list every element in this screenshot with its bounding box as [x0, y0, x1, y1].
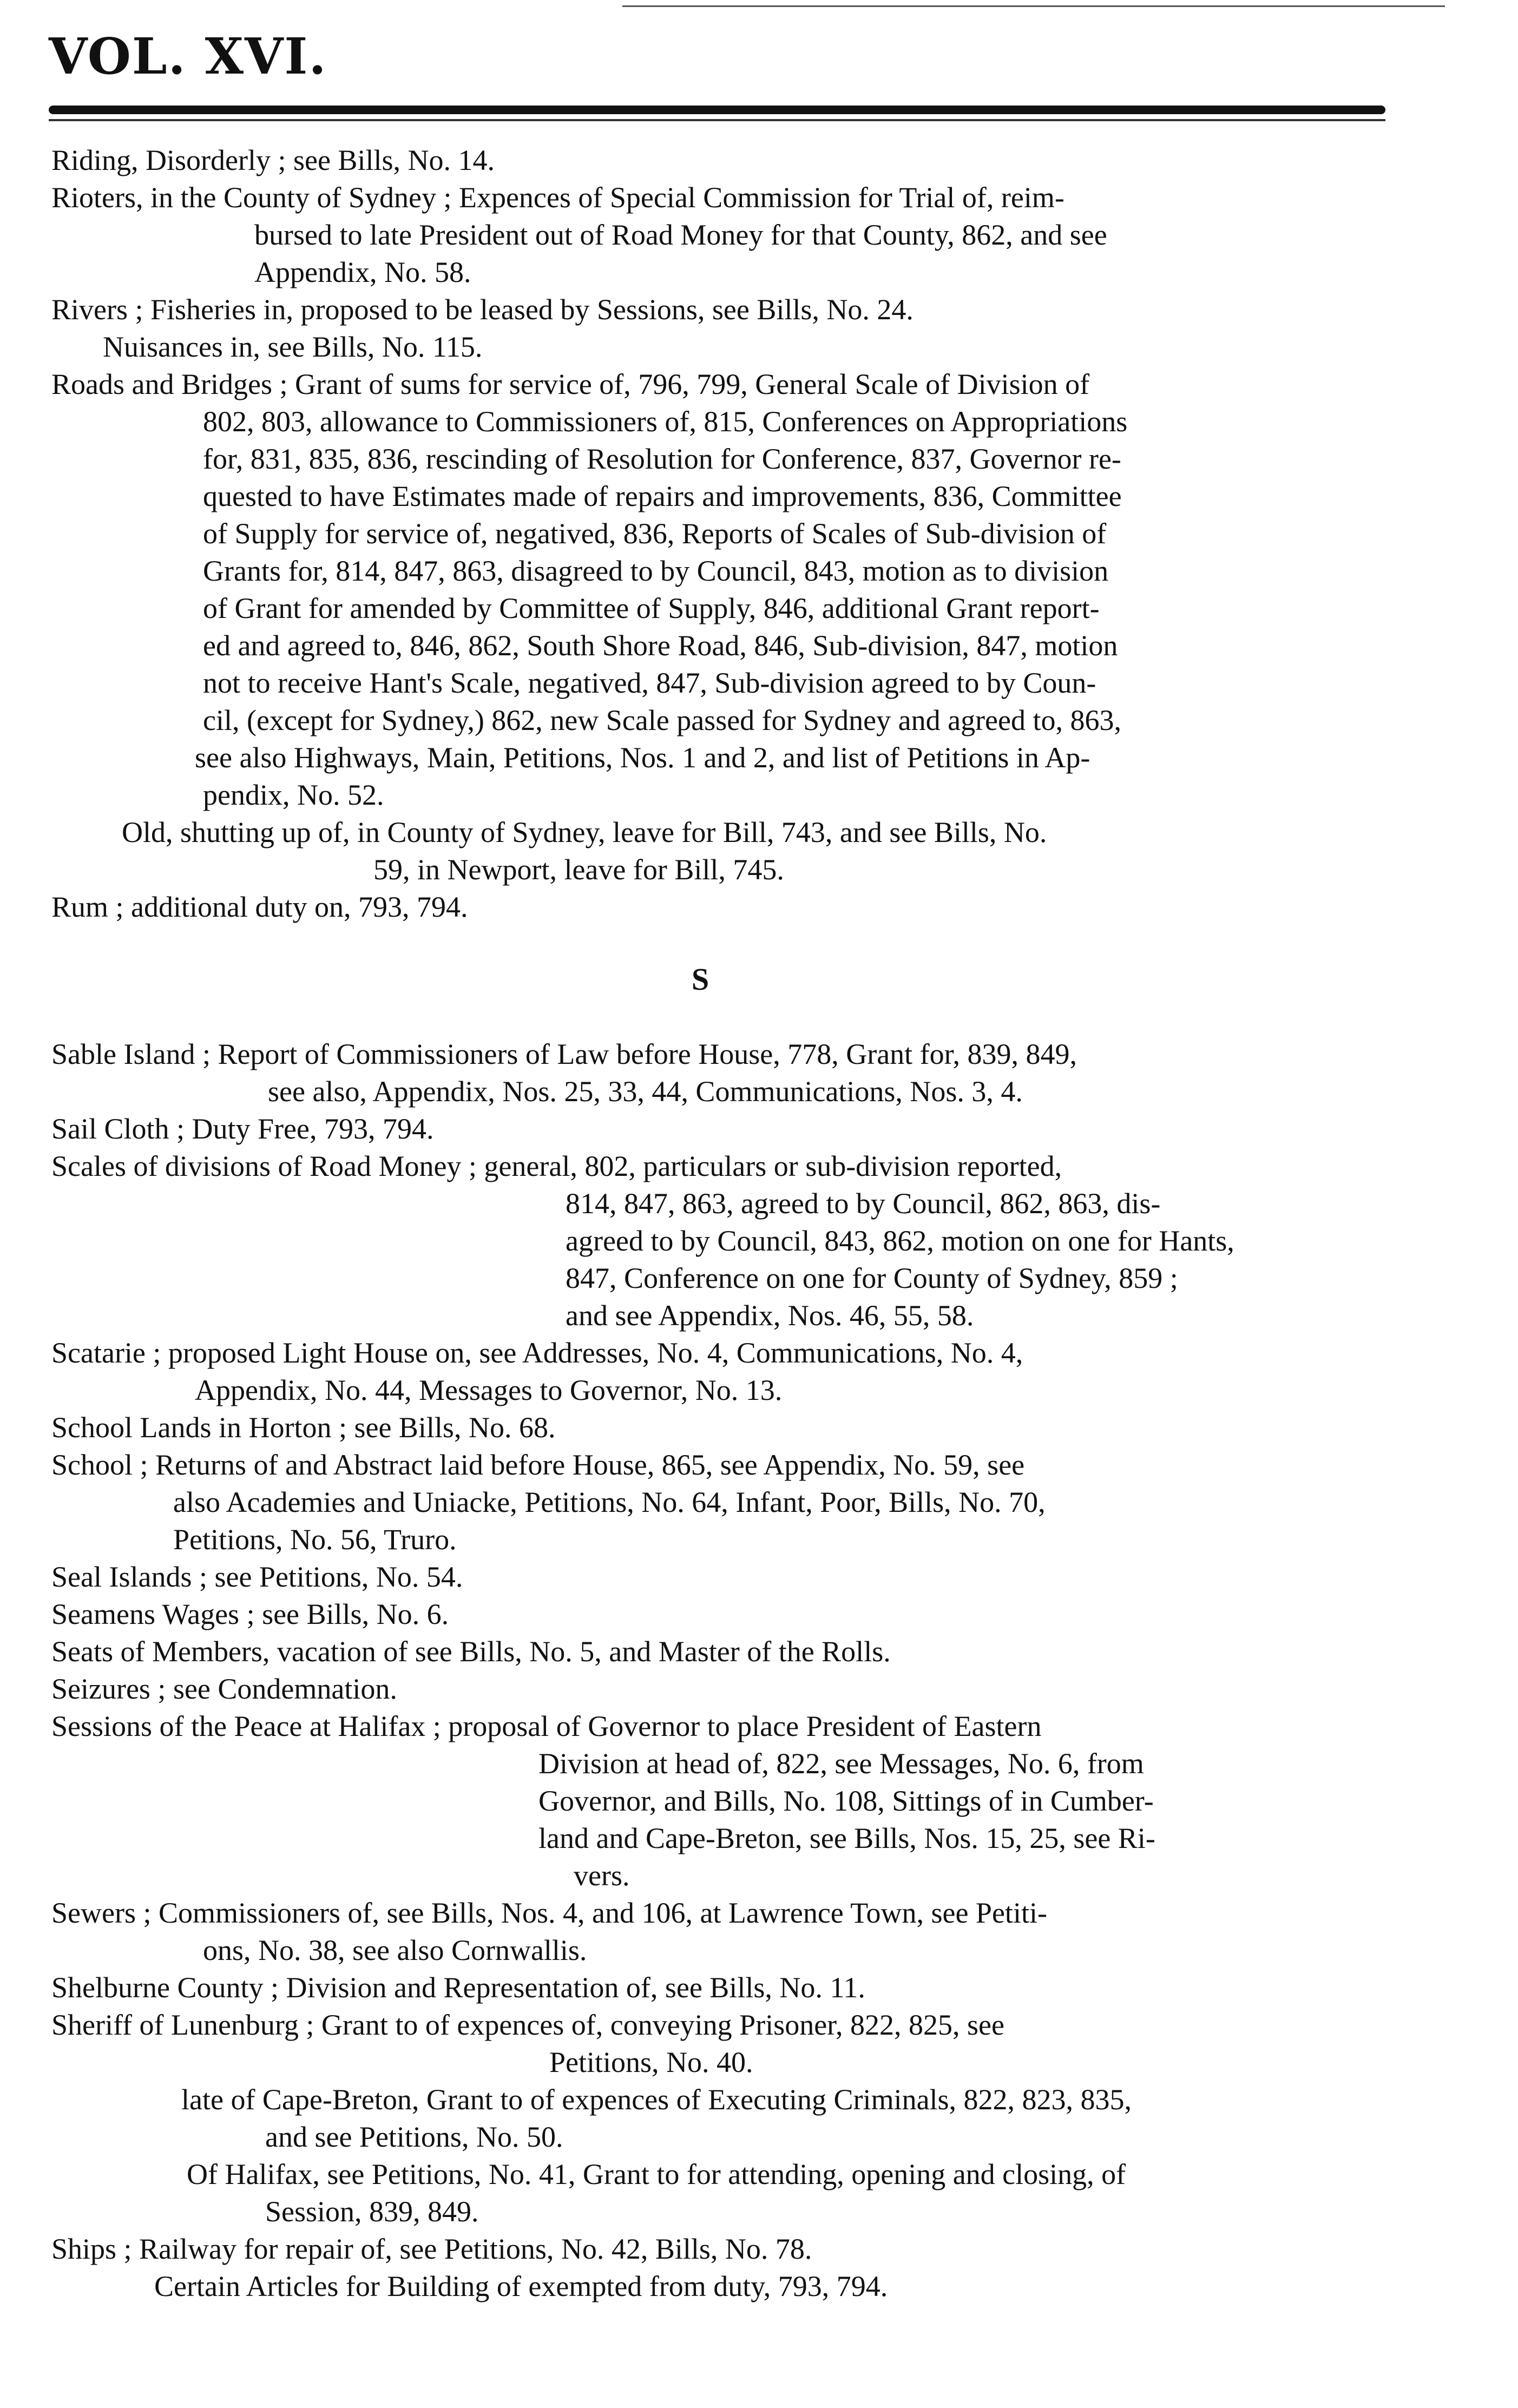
index-entry-rioters	[51, 179, 1399, 291]
entry-line: bursed to late President out of Road Money for that County, 862, and see	[254, 219, 1107, 251]
entry-line: School Lands in Horton ; see Bills, No. 68.	[51, 1411, 556, 1444]
entry-line: Seats of Members, vacation of see Bills, No. 5, and Master of the Rolls.	[51, 1635, 891, 1668]
index-body	[51, 142, 1399, 2305]
entry-line: Appendix, No. 44, Messages to Governor, No. 13.	[195, 1374, 783, 1406]
entry-line: not to receive Hant's Scale, negatived, 847, Sub-division agreed to by Coun-	[203, 667, 1096, 699]
entry-line: Sail Cloth ; Duty Free, 793, 794.	[51, 1113, 434, 1145]
entry-line: of Supply for service of, negatived, 836, Reports of Scales of Sub-division of	[203, 517, 1107, 550]
entry-line: land and Cape-Breton, see Bills, Nos. 15, 25, see Ri-	[538, 1822, 1155, 1854]
entry-line: also Academies and Uniacke, Petitions, No. 64, Infant, Poor, Bills, No. 70,	[173, 1486, 1046, 1518]
entry-line: Appendix, No. 58.	[254, 256, 471, 288]
entry-line: Nuisances in, see Bills, No. 115.	[103, 331, 483, 363]
index-entry-sheriff	[51, 2006, 1399, 2231]
entry-line: see also, Appendix, Nos. 25, 33, 44, Communications, Nos. 3, 4.	[268, 1075, 1023, 1108]
entry-line: Sable Island ; Report of Commissioners of Law before House, 778, Grant for, 839, 849,	[51, 1038, 1077, 1070]
index-entry-scatarie	[51, 1334, 1399, 1409]
entry-line: Division at head of, 822, see Messages, No. 6, from	[538, 1747, 1144, 1780]
entry-line: for, 831, 835, 836, rescinding of Resolution for Conference, 837, Governor re-	[203, 443, 1121, 475]
section-letter-s: S	[691, 962, 711, 997]
entry-line: Old, shutting up of, in County of Sydney, leave for Bill, 743, and see Bills, No.	[122, 816, 1047, 848]
entry-line: Rioters, in the County of Sydney ; Expences of Special Commission for Trial of, reim-	[51, 181, 1064, 214]
entry-line: Sewers ; Commissioners of, see Bills, Nos. 4, and 106, at Lawrence Town, see Petiti-	[51, 1897, 1047, 1929]
entry-line: Scales of divisions of Road Money ; general, 802, particulars or sub-division reported,	[51, 1150, 1062, 1182]
index-entry-seats-of-members	[51, 1633, 1399, 1670]
entry-line: Sessions of the Peace at Halifax ; proposal of Governor to place President of Eastern	[51, 1710, 1042, 1742]
entry-line: Session, 839, 849.	[265, 2195, 479, 2228]
entry-line: Scatarie ; proposed Light House on, see Addresses, No. 4, Communications, No. 4,	[51, 1337, 1023, 1369]
entry-line: Certain Articles for Building of exempted from duty, 793, 794.	[154, 2270, 888, 2302]
index-entry-roads-and-bridges	[51, 366, 1399, 889]
entry-line: see also Highways, Main, Petitions, Nos. 1 and 2, and list of Petitions in Ap-	[195, 741, 1090, 774]
index-entry-seizures	[51, 1670, 1399, 1708]
entry-line: 59, in Newport, leave for Bill, 745.	[373, 853, 784, 886]
entry-line: Seamens Wages ; see Bills, No. 6.	[51, 1598, 449, 1630]
index-entry-seamens-wages	[51, 1596, 1399, 1633]
entry-line: ons, No. 38, see also Cornwallis.	[203, 1934, 587, 1966]
entry-line: Grants for, 814, 847, 863, disagreed to by Council, 843, motion as to division	[203, 555, 1109, 587]
entry-line: Of Halifax, see Petitions, No. 41, Grant to for attending, opening and closing, of	[187, 2158, 1126, 2190]
entry-line: Rivers ; Fisheries in, proposed to be leased by Sessions, see Bills, No. 24.	[51, 293, 914, 326]
header-rule	[49, 106, 1385, 114]
entry-line: quested to have Estimates made of repairs and improvements, 836, Committee	[203, 480, 1122, 512]
entry-line: Sheriff of Lunenburg ; Grant to of expences of, conveying Prisoner, 822, 825, see	[51, 2009, 1004, 2041]
index-entry-rum	[51, 889, 1399, 926]
entry-line: of Grant for amended by Committee of Supply, 846, additional Grant report-	[203, 592, 1100, 624]
index-entry-school	[51, 1446, 1399, 1558]
entry-line: vers.	[574, 1859, 630, 1892]
entry-line: Roads and Bridges ; Grant of sums for service of, 796, 799, General Scale of Division of	[51, 368, 1090, 400]
index-entry-ships	[51, 2231, 1399, 2305]
index-entry-riding	[51, 142, 1399, 179]
entry-line: 802, 803, allowance to Commissioners of, 815, Conferences on Appropriations	[203, 405, 1128, 438]
entry-line: Governor, and Bills, No. 108, Sittings of in Cumber-	[538, 1785, 1154, 1817]
entry-line: late of Cape-Breton, Grant to of expences of Executing Criminals, 822, 823, 835,	[181, 2083, 1132, 2116]
index-entry-sable-island	[51, 1036, 1399, 1110]
entry-line: cil, (except for Sydney,) 862, new Scale passed for Sydney and agreed to, 863,	[203, 704, 1121, 736]
top-edge-rule	[622, 5, 1445, 7]
entry-line: Petitions, No. 40.	[549, 2046, 753, 2078]
running-head: VOL. XVI.	[49, 27, 327, 85]
entry-line: Seal Islands ; see Petitions, No. 54.	[51, 1561, 463, 1593]
entry-line: Rum ; additional duty on, 793, 794.	[51, 891, 468, 923]
index-entry-scales-of-divisions	[51, 1148, 1399, 1334]
entry-line: and see Appendix, Nos. 46, 55, 58.	[566, 1299, 974, 1332]
entry-line: Ships ; Railway for repair of, see Petitions, No. 42, Bills, No. 78.	[51, 2233, 812, 2265]
index-entry-rivers	[51, 291, 1399, 366]
entry-line: ed and agreed to, 846, 862, South Shore Road, 846, Sub-division, 847, motion	[203, 629, 1118, 662]
entry-line: School ; Returns of and Abstract laid before House, 865, see Appendix, No. 59, see	[51, 1449, 1025, 1481]
index-entry-shelburne-county	[51, 1969, 1399, 2006]
entry-line: and see Petitions, No. 50.	[265, 2121, 563, 2153]
index-entry-sessions-of-the-peace	[51, 1708, 1399, 1894]
entry-line: Shelburne County ; Division and Representation of, see Bills, No. 11.	[51, 1971, 865, 2004]
header-rule-thin	[49, 119, 1385, 121]
entry-line: Petitions, No. 56, Truro.	[173, 1523, 457, 1556]
entry-line: pendix, No. 52.	[203, 779, 384, 811]
index-entry-sail-cloth	[51, 1110, 1399, 1148]
index-entry-seal-islands	[51, 1558, 1399, 1596]
index-entry-school-lands	[51, 1409, 1399, 1446]
entry-line: 847, Conference on one for County of Sydney, 859 ;	[566, 1262, 1178, 1294]
entry-line: 814, 847, 863, agreed to by Council, 862, 863, dis-	[566, 1187, 1161, 1220]
entry-line: Seizures ; see Condemnation.	[51, 1673, 397, 1705]
entry-line: Riding, Disorderly ; see Bills, No. 14.	[51, 144, 495, 176]
index-entry-sewers	[51, 1894, 1399, 1969]
entry-line: agreed to by Council, 843, 862, motion on one for Hants,	[566, 1225, 1234, 1257]
